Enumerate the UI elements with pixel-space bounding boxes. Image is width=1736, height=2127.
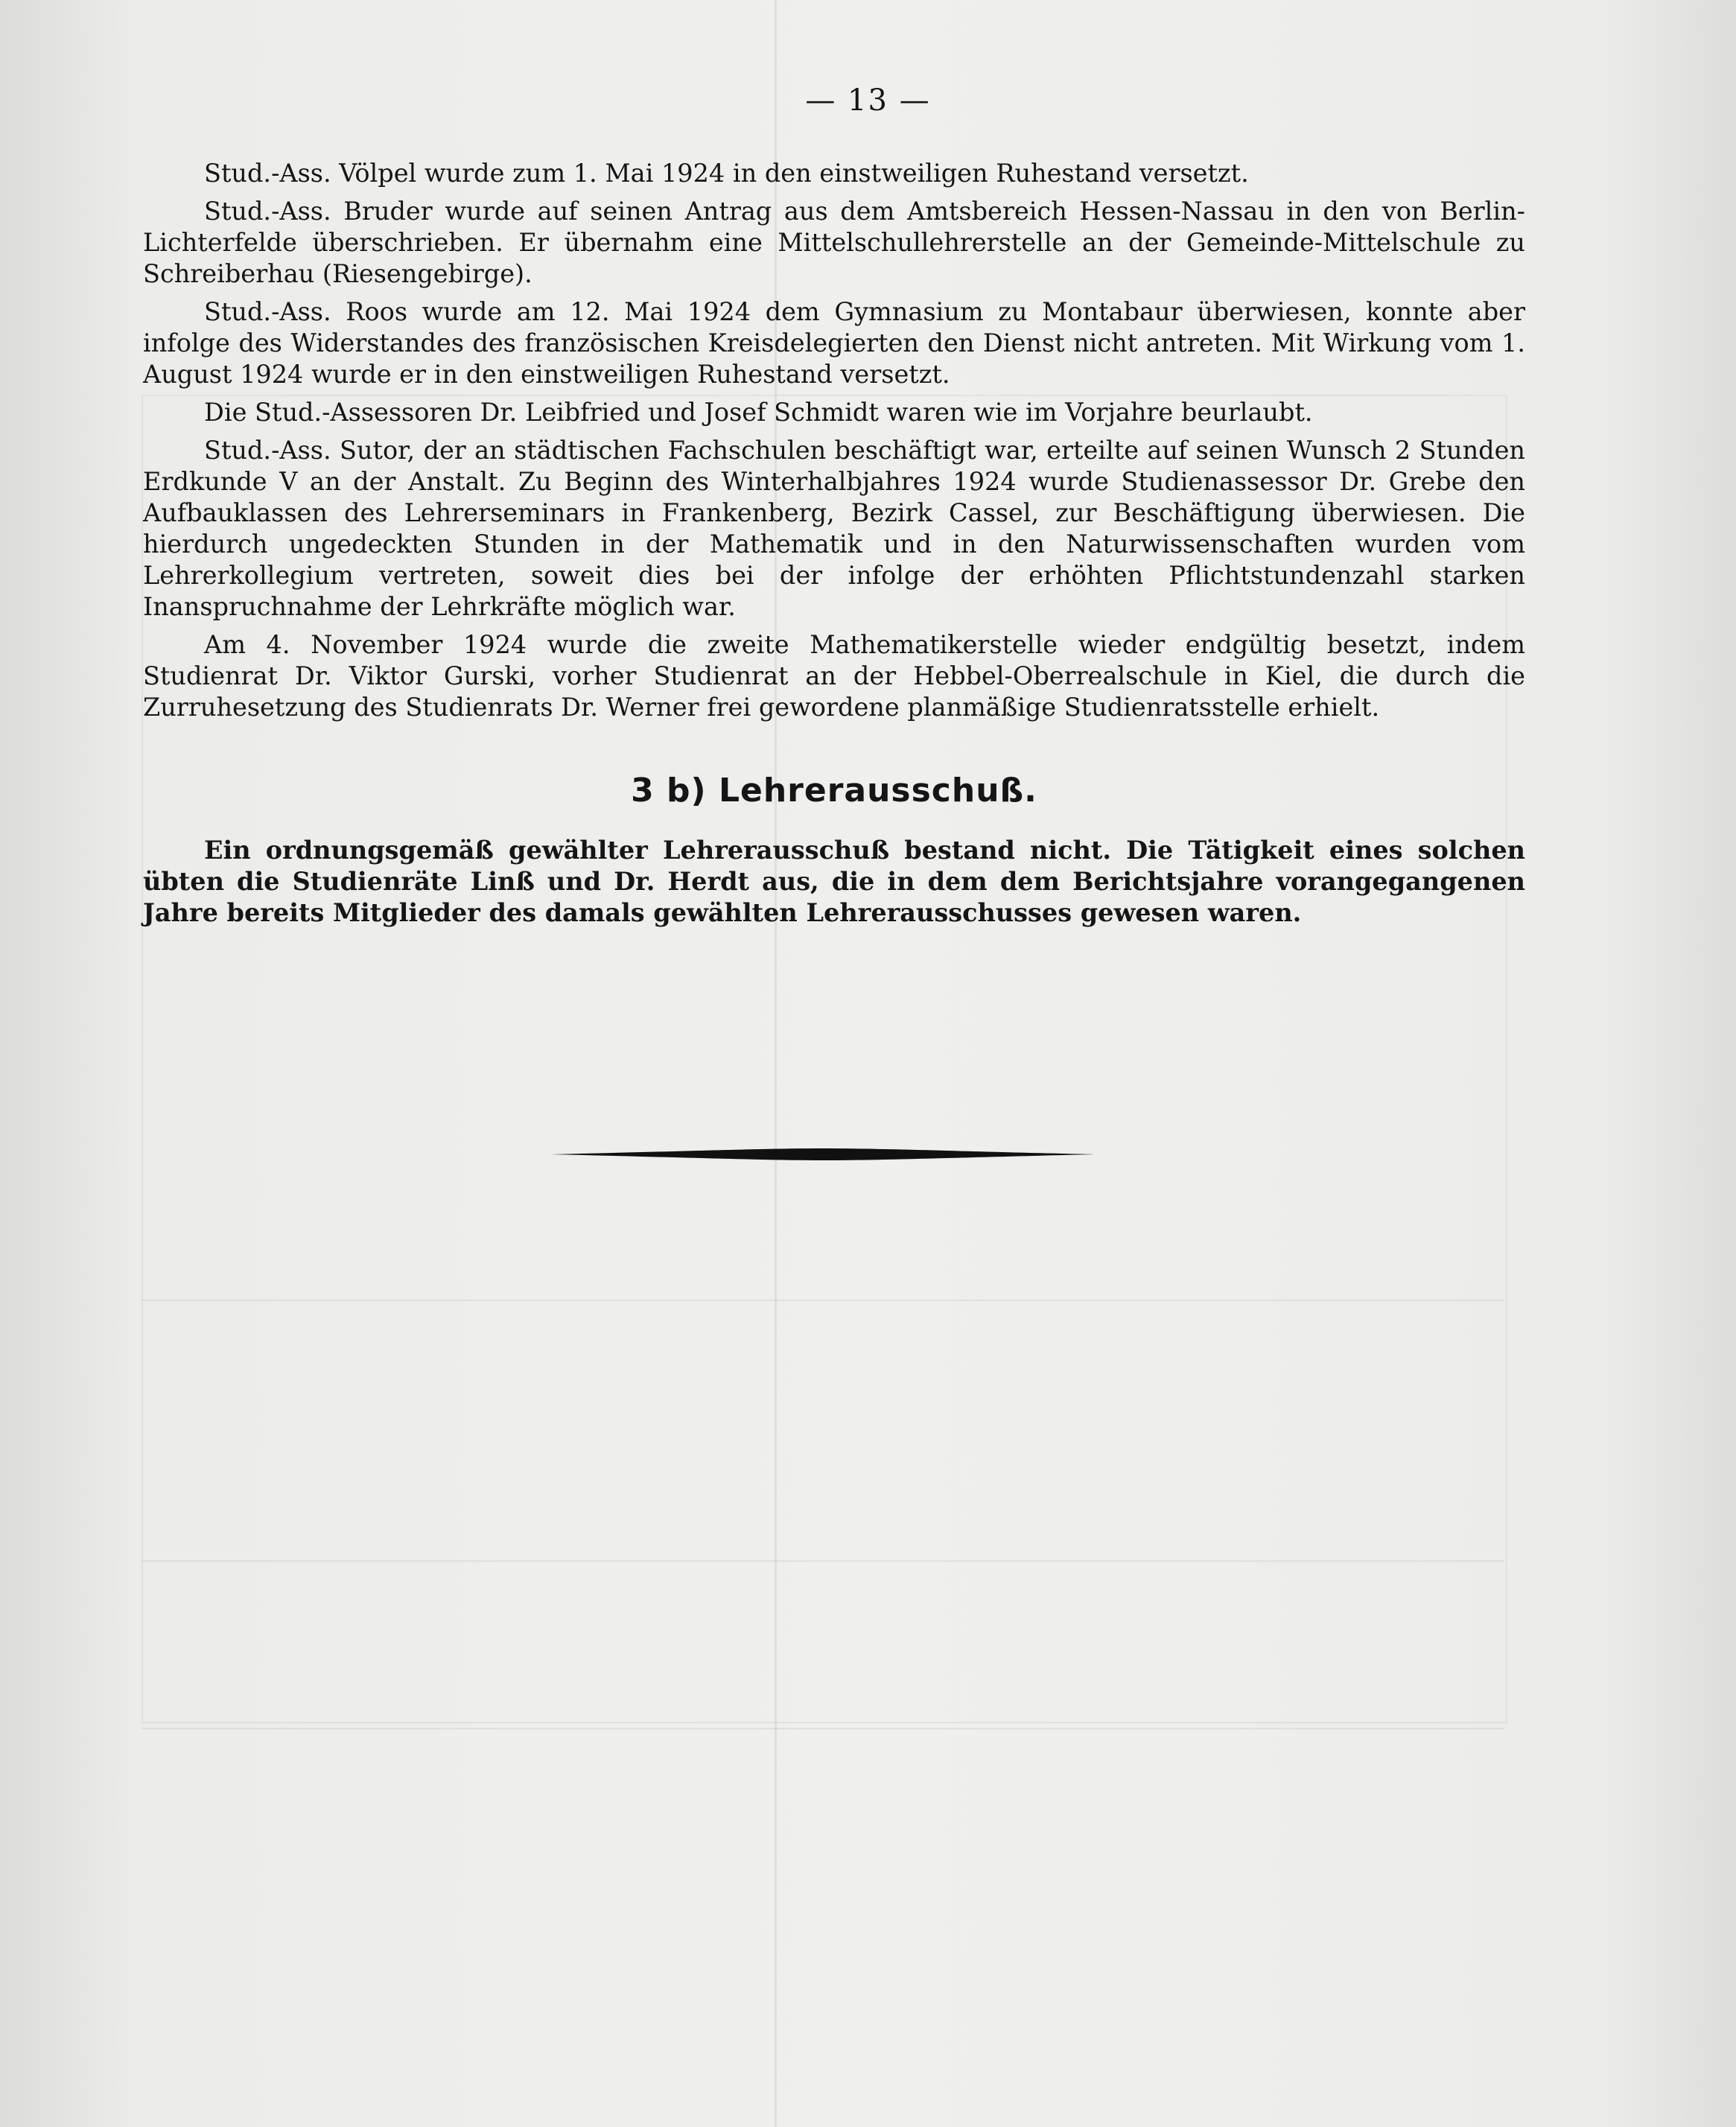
section-heading: 3 b) Lehrerausschuß. (631, 772, 1037, 810)
paragraph-sutor: Stud.-Ass. Sutor, der an städtischen Fachschulen beschäftigt war, erteilte auf seinen Wunsch 2 Stunden Erdkunde V an der Anstalt. Zu Beginn des Winterhalbjahres 1924 wurde Studienassessor Dr. Grebe den Aufbauklassen des Lehrerseminars in Frankenberg, Bezirk Cassel, zur Beschäftigung überwiesen. Die hierdurch ungedeckten Stunden in der Mathematik und in den Naturwissenschaften wurden vom Lehrerkollegium vertreten, soweit dies bei der infolge der erhöhten Pflichtstundenzahl starken Inanspruchnahme der Lehrkräfte möglich war. (143, 436, 1525, 621)
bleed-through-rule (142, 1728, 1504, 1729)
paragraph-gurski: Am 4. November 1924 wurde die zweite Mathematikerstelle wieder endgültig besetzt, indem Studienrat Dr. Viktor Gurski, vorher Studienrat an der Hebbel-Oberrealschule in Kiel, die durch die Zurruhesetzung des Studienrats Dr. Werner frei gewordene planmäßige Studienratsstelle erhielt. (143, 630, 1525, 722)
paragraph-roos: Stud.-Ass. Roos wurde am 12. Mai 1924 dem Gymnasium zu Montabaur überwiesen, konnte aber infolge des Widerstandes des französischen Kreisdelegierten den Dienst nicht antreten. Mit Wirkung vom 1. August 1924 wurde er in den einstweiligen Ruhestand versetzt. (143, 297, 1525, 389)
bleed-through-rule (142, 1560, 1504, 1562)
page-number: — 13 — (805, 83, 931, 118)
paragraph-lehrerausschuss: Ein ordnungsgemäß gewählter Lehrerausschuß bestand nicht. Die Tätigkeit eines solchen übten die Studienräte Linß und Dr. Herdt aus, die in dem dem Berichtsjahre vorangegangenen Jahre bereits Mitglieder des damals gewählten Lehrerausschusses gewesen waren. (143, 836, 1525, 927)
paragraph-bruder: Stud.-Ass. Bruder wurde auf seinen Antrag aus dem Amtsbereich Hessen-Nassau in den von Berlin-Lichterfelde überschrieben. Er übernahm eine Mittelschullehrerstelle an der Gemeinde-Mittelschule zu Schreiberhau (Riesengebirge). (143, 197, 1525, 288)
closing-rule (551, 1147, 1095, 1162)
page-body (143, 158, 1525, 935)
bleed-through-rule (142, 1300, 1504, 1301)
paragraph-voelpel: Stud.-Ass. Völpel wurde zum 1. Mai 1924 in den einstweiligen Ruhestand versetzt. (204, 159, 1249, 188)
paragraph-leibfried-schmidt: Die Stud.-Assessoren Dr. Leibfried und Josef Schmidt waren wie im Vorjahre beurlaubt. (204, 398, 1313, 427)
